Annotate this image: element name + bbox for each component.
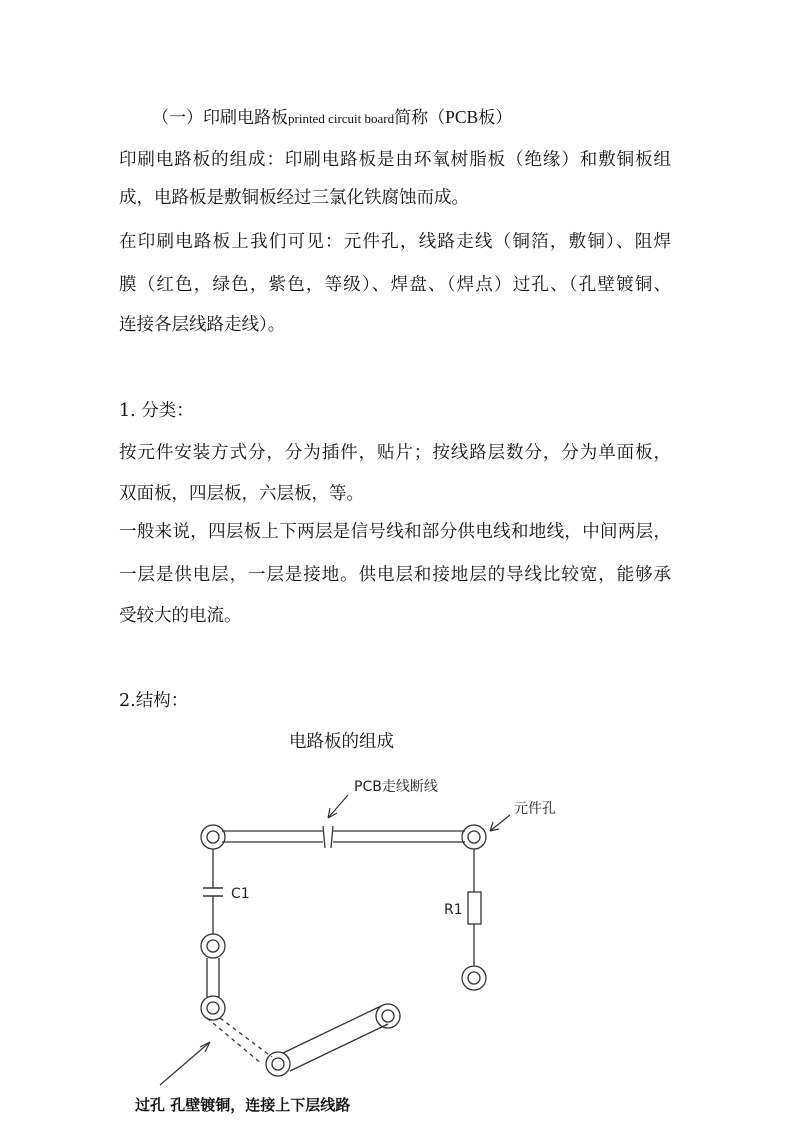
- label-trace-break: PCB走线断线: [354, 779, 438, 795]
- figure-caption: 电路板的组成: [289, 732, 394, 752]
- heading-suffix: 板）: [478, 108, 513, 128]
- trace-break-marks: [323, 826, 333, 848]
- section-title-structure: 2.结构：: [119, 691, 189, 711]
- trace-diagonal: [283, 1006, 388, 1071]
- arrow-trace-break: [328, 795, 348, 818]
- via-dashed-link: [207, 1018, 272, 1064]
- arrow-via: [160, 1042, 210, 1085]
- arrow-component-hole: [490, 815, 510, 831]
- paragraph-line: 膜（红色，绿色，紫色，等级）、焊盘、（焊点）过孔、（孔壁镀铜、: [119, 275, 671, 295]
- label-c1: C1: [231, 886, 250, 902]
- paragraph-line: 一层是供电层，一层是接地。供电层和接地层的导线比较宽，能够承: [119, 565, 671, 585]
- via-pad: [201, 996, 225, 1020]
- heading-prefix: （一）印刷电路板: [152, 108, 288, 128]
- heading-english: printed circuit board: [288, 111, 395, 126]
- pad-top-right: [462, 825, 486, 849]
- paragraph-line: 印刷电路板的组成：印刷电路板是由环氧树脂板（绝缘）和敷铜板组: [119, 150, 671, 170]
- pad-top-left: [201, 825, 225, 849]
- paragraph-line: 按元件安装方式分，分为插件，贴片；按线路层数分，分为单面板，: [119, 443, 671, 463]
- paragraph-line: 成，电路板是敷铜板经过三氯化铁腐蚀而成。: [119, 188, 469, 208]
- label-r1: R1: [444, 902, 463, 918]
- resistor-r1: [468, 892, 481, 924]
- trace-top-right: [333, 831, 465, 842]
- paragraph-line: 一般来说，四层板上下两层是信号线和部分供电线和地线，中间两层，: [119, 522, 671, 542]
- paragraph-line: 双面板，四层板，六层板，等。: [119, 484, 364, 504]
- capacitor-c1: [203, 888, 223, 896]
- pad-bottom: [266, 1052, 290, 1076]
- trace-vertical: [207, 958, 219, 997]
- heading-middle: 简称（: [394, 108, 446, 128]
- trace-top-left: [222, 831, 323, 842]
- heading-abbr: PCB: [445, 107, 479, 127]
- label-component-hole: 元件孔: [514, 801, 556, 817]
- paragraph-line: 连接各层线路走线）。: [119, 315, 286, 335]
- pad-right-bottom: [462, 966, 486, 990]
- section-title-classification: 1. 分类：: [119, 401, 194, 421]
- pad-middle-left: [201, 934, 225, 958]
- paragraph-line: 在印刷电路板上我们可见：元件孔，线路走线（铜箔，敷铜）、阻焊: [119, 232, 671, 252]
- label-via: 过孔 孔壁镀铜，连接上下层线路: [135, 1096, 351, 1114]
- paragraph-line: 受较大的电流。: [119, 606, 242, 626]
